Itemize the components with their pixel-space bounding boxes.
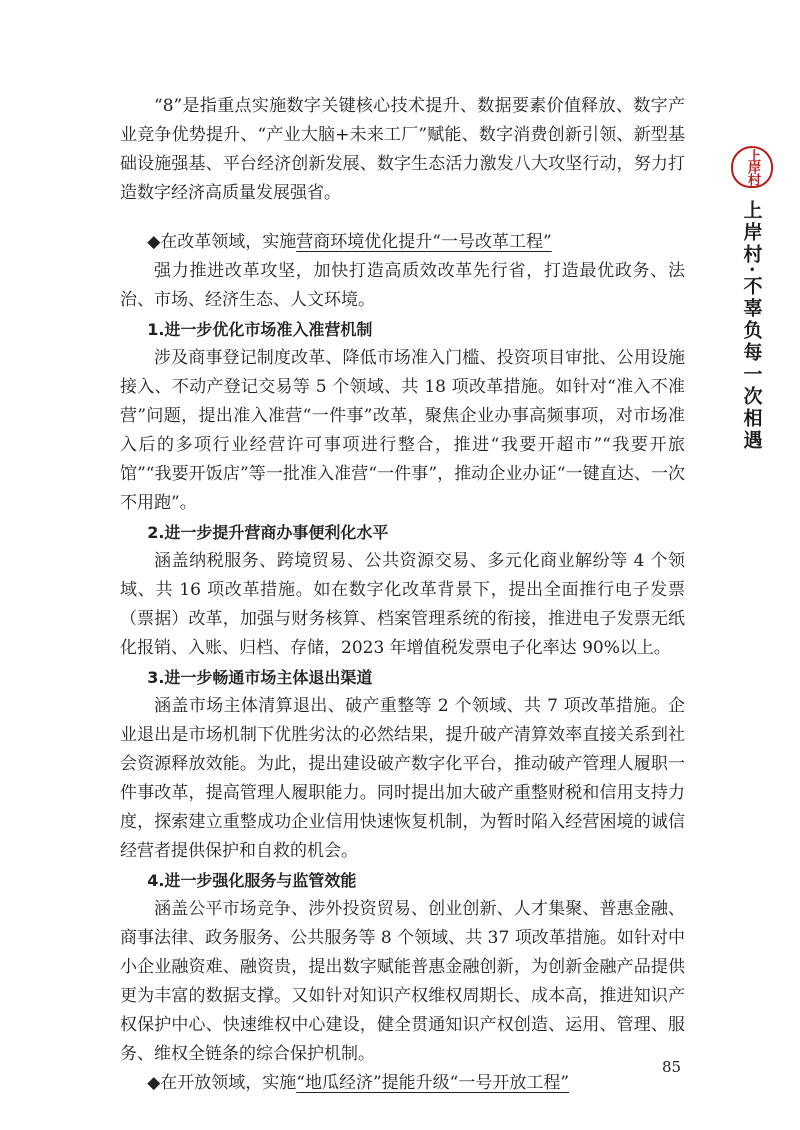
heading-business-convenience: 2.进一步提升营商办事便利化水平 — [147, 523, 389, 542]
open-section-line — [120, 1069, 685, 1098]
page-number: 85 — [662, 1058, 682, 1076]
paragraph-service-supervision: 涵盖公平市场竞争、涉外投资贸易、创业创新、人才集聚、普惠金融、商事法律、政务服务、公共服务等 8 个领域、共 37 项改革措施。如针对中小企业融资难、融资贵，提出数字赋能普惠金融创新，为创新金融产品提供更为丰富的数据支撑。又如针对知识产权维权周期长、成本高，推进知识产权保护中心、快速维权中心建设，健全贯通知识产权创造、运用、管理、服务、维权全链条的综合保护机制。 — [120, 899, 685, 1064]
paragraph-market-exit: 涵盖市场主体清算退出、破产重整等 2 个领域、共 7 项改革措施。企业退出是市场机制下优胜劣汰的必然结果，提升破产清算效率直接关系到社会资源释放效能。为此，提出建设破产数字化平台，推动破产管理人履职一件事改革，提高管理人履职能力。同时提出加大破产重整财税和信用支持力度，探索建立重整成功企业信用快速恢复机制，为暂时陷入经营困境的诚信经营者提供保护和自救的机会。 — [120, 696, 685, 861]
running-header-sidebar — [728, 146, 776, 452]
paragraph-gap — [120, 208, 685, 228]
paragraph-market-access: 涉及商事登记制度改革、降低市场准入门槛、投资项目审批、公用设施接入、不动产登记交易等 5 个领域、共 18 项改革措施。如针对“准入不准营”问题，提出准入准营“一件事”改革，聚焦企业办事高频事项，对市场准入后的多项行业经营许可事项进行整合，推进“我要开超市”“我要开旅馆”“我要开饭店”等一批准入准营“一件事”，推动企业办证“一键直达、一次不用跑”。 — [120, 348, 685, 513]
seal-logo-icon — [731, 146, 773, 188]
heading-market-exit: 3.进一步畅通市场主体退出渠道 — [147, 668, 373, 687]
open-section-prefix: ◆在开放领域，实施 — [147, 1073, 297, 1093]
reform-section-prefix: ◆在改革领域，实施 — [147, 232, 297, 252]
reform-section-title: 营商环境优化提升“一号改革工程” — [296, 232, 552, 252]
heading-service-supervision: 4.进一步强化服务与监管效能 — [147, 871, 357, 890]
paragraph-eight-actions: “8”是指重点实施数字关键核心技术提升、数据要素价值释放、数字产业竞争优势提升、“产业大脑+未来工厂”赋能、数字消费创新引领、新型基础设施强基、平台经济创新发展、数字生态活力激发八大攻坚行动，努力打造数字经济高质量发展强省。 — [120, 96, 685, 203]
seal-logo-text: 上岸村 — [745, 149, 760, 185]
paragraph-business-convenience: 涵盖纳税服务、跨境贸易、公共资源交易、多元化商业解纷等 4 个领域、共 16 项改革措施。如在数字化改革背景下，提出全面推行电子发票（票据）改革，加强与财务核算、档案管理系统的衔接，推进电子发票无纸化报销、入账、归档、存储，2023 年增值税发票电子化率达 90%以上。 — [120, 551, 685, 658]
paragraph-reform-intro: 强力推进改革攻坚，加快打造高质效改革先行省，打造最优政务、法治、市场、经济生态、人文环境。 — [120, 261, 685, 310]
open-section-title: “地瓜经济”提能升级“一号开放工程” — [296, 1073, 570, 1093]
main-text-column — [120, 92, 685, 1098]
heading-market-access: 1.进一步优化市场准入准营机制 — [147, 320, 373, 339]
book-running-title: 上岸村·不辜负每一次相遇 — [740, 200, 763, 452]
reform-section-line — [120, 228, 685, 257]
